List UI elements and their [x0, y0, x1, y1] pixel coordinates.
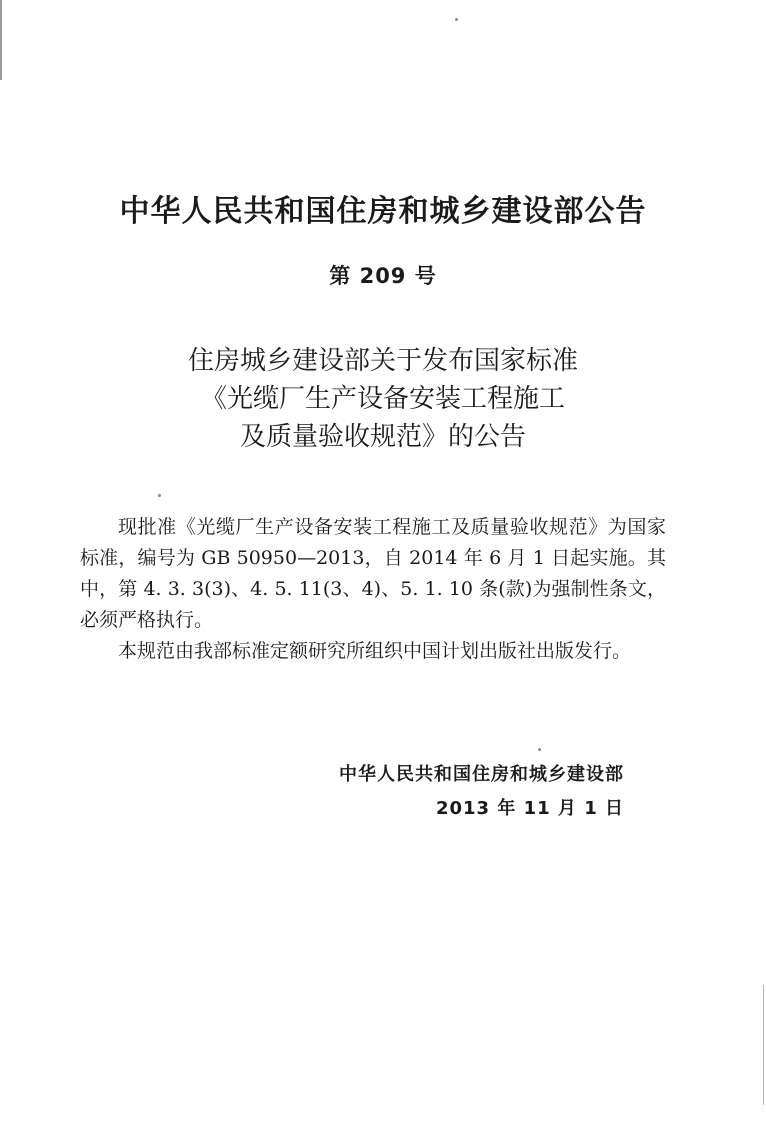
announcement-title: 中华人民共和国住房和城乡建设部公告 [119, 194, 647, 229]
subtitle-line: 住房城乡建设部关于发布国家标准 [187, 346, 578, 376]
announcement-subtitle [0, 342, 766, 456]
scan-speck [455, 18, 458, 21]
body-paragraph: 现批准《光缆厂生产设备安装工程施工及质量验收规范》为国家标准，编号为 GB 50950—2013，自 2014 年 6 月 1 日起实施。其中，第 4. 3. 3(3)、4. 5. 11(3、4)、5. 1. 10 条(款)为强制性条文，必须严格执行。 [80, 516, 666, 631]
announcement-number: 第 209 号 [329, 264, 437, 288]
subtitle-line: 《光缆厂生产设备安装工程施工 [200, 384, 565, 414]
issuing-department: 中华人民共和国住房和城乡建设部 [339, 764, 624, 785]
subtitle-line: 及质量验收规范》的公告 [239, 422, 526, 452]
issue-date: 2013 年 11 月 1 日 [435, 798, 624, 819]
scan-edge-right [763, 985, 764, 1105]
body-paragraph: 本规范由我部标准定额研究所组织中国计划出版社出版发行。 [118, 640, 632, 662]
scan-edge-left [0, 0, 2, 80]
scan-speck [158, 494, 161, 497]
announcement-body [80, 512, 666, 667]
signature-block [300, 758, 624, 826]
scan-speck [538, 748, 541, 751]
